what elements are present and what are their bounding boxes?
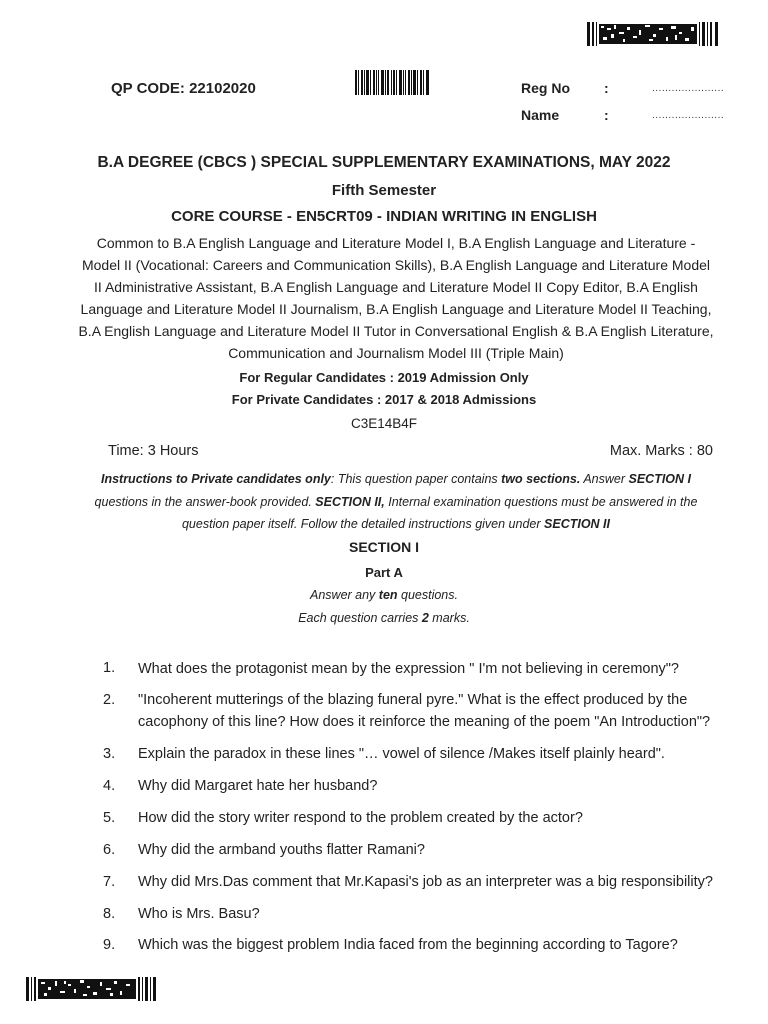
question-text: Why did the armband youths flatter Ramani? (138, 842, 425, 858)
question-number: 6. (103, 842, 116, 858)
answer-pre: Answer any (310, 588, 379, 602)
reg-no-colon: : (604, 80, 609, 96)
question-number: 4. (103, 778, 116, 794)
paper-code: C3E14B4F (350, 416, 418, 431)
max-marks: Max. Marks : 80 (609, 443, 713, 459)
marks-post: marks. (428, 611, 470, 625)
question-number: 8. (103, 906, 116, 922)
exam-title: B.A DEGREE (CBCS ) SPECIAL SUPPLEMENTARY EXAMINATIONS, MAY 2022 (97, 154, 671, 171)
instr-text: Answer (580, 472, 629, 486)
reg-no-label: Reg No (521, 80, 570, 96)
question-number: 5. (103, 810, 116, 826)
name-label: Name (521, 107, 560, 123)
marks-value: 2 (421, 611, 429, 625)
reg-no-field: ...................... (652, 83, 725, 94)
question-text: Who is Mrs. Basu? (138, 906, 260, 922)
instr-text: questions in the answer-book provided. (94, 494, 316, 509)
question-number: 7. (103, 874, 116, 890)
instr-text: : This question paper contains (330, 472, 502, 486)
question-text: How did the story writer respond to the problem created by the actor? (138, 810, 583, 826)
question-text: Why did Mrs.Das comment that Mr.Kapasi's job as an interpreter was a big responsibility? (138, 874, 713, 890)
center-barcode (355, 70, 429, 95)
section-title: SECTION I (348, 539, 419, 555)
instr-section-one: SECTION I (628, 472, 692, 486)
marks-instruction (0, 611, 768, 625)
private-candidates: For Private Candidates : 2017 & 2018 Admissions (231, 392, 537, 407)
answer-instruction (0, 588, 768, 602)
instr-section-two-ref: SECTION II (544, 517, 610, 531)
course-title: CORE COURSE - EN5CRT09 - INDIAN WRITING IN ENGLISH (171, 208, 597, 225)
marks-pre: Each question carries (298, 611, 422, 625)
name-colon: : (604, 107, 609, 123)
time-allowed: Time: 3 Hours (108, 443, 199, 459)
regular-candidates: For Regular Candidates : 2019 Admission Only (239, 370, 529, 385)
instr-two-sections: two sections. (501, 472, 581, 486)
instr-heading: Instructions to Private candidates only (100, 472, 331, 486)
question-number: 9. (103, 937, 116, 953)
top-right-barcode (587, 22, 719, 46)
name-field: ...................... (652, 110, 725, 121)
programmes-list: Common to B.A English Language and Literature Model I, B.A English Language and Literature - Model II (Vocational: Careers and Communication Skills), B.A English Language and Literature Model II Administrative Assistant, B.A English Language and Literature Model II Copy Editor, B.A English Language and Literature Model II Journalism, B.A English Language and Literature Model II Teaching, B.A English Language and Literature Model II Tutor in Conversational English & B.A English Literature, Communication and Journalism Model III (Triple Main) (78, 235, 714, 361)
instructions (78, 468, 714, 536)
answer-post: questions. (397, 588, 458, 602)
qp-code: QP CODE: 22102020 (111, 80, 256, 97)
question-text: Explain the paradox in these lines "… vowel of silence /Makes itself plainly heard". (138, 746, 665, 762)
answer-count: ten (378, 588, 398, 602)
bottom-left-barcode (26, 977, 157, 1001)
instr-text: Internal examination questions must be answered in the question paper itself. Follow the detailed instructions given under (181, 494, 698, 531)
question-number: 3. (103, 746, 116, 762)
instr-section-two: SECTION II, (315, 494, 385, 509)
question-text: What does the protagonist mean by the expression " I'm not believing in ceremony"? (138, 661, 679, 677)
question-text: Why did Margaret hate her husband? (138, 778, 378, 794)
question-text: Which was the biggest problem India faced from the beginning according to Tagore? (138, 937, 678, 953)
question-number: 1. (103, 660, 116, 676)
semester: Fifth Semester (331, 182, 437, 199)
part-title: Part A (365, 565, 403, 580)
question-text: "Incoherent mutterings of the blazing funeral pyre." What is the effect produced by the cacophony of this line? How does it reinforce the meaning of the poem "An Introduction"? (138, 692, 711, 730)
question-number: 2. (103, 692, 116, 708)
